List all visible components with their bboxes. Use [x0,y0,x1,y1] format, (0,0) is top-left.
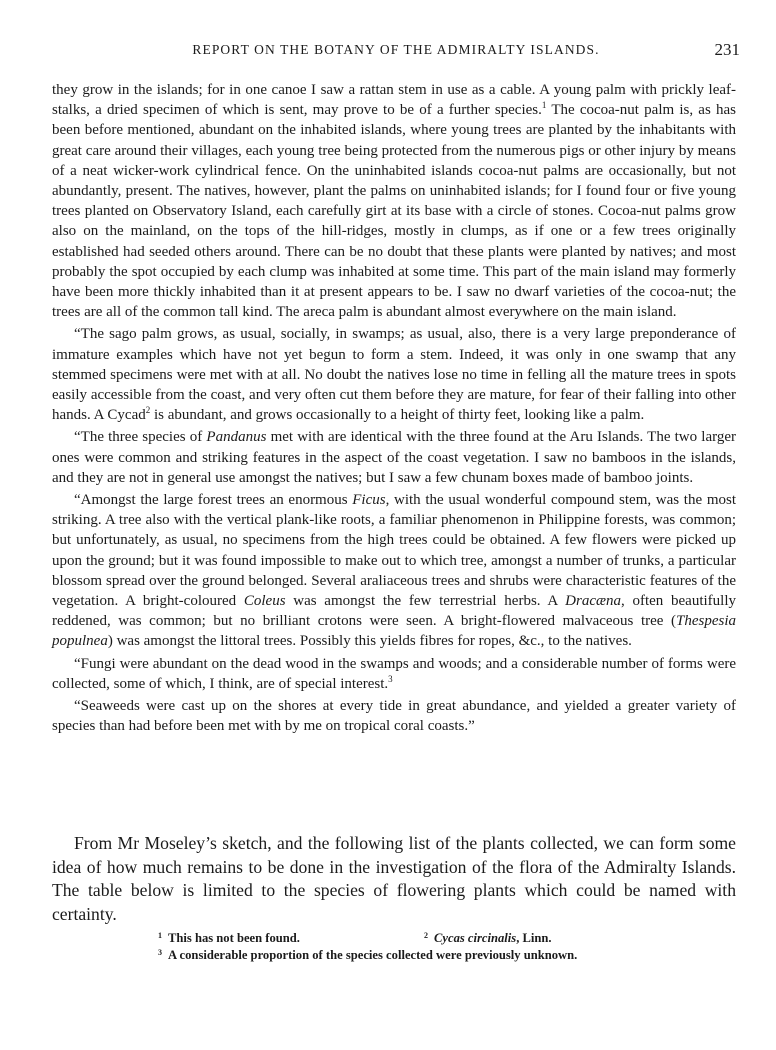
text-run: they grow in the islands; for in one canoe I saw a rattan stem in use as a cable. A young palm with prickly leaf-stalks, a dried specimen of which is sent, may prove to be of a further species. [52,82,736,119]
running-title: REPORT ON THE BOTANY OF THE ADMIRALTY ISLANDS. [192,42,600,57]
text-run: “Amongst the large forest trees an enormous [74,492,353,509]
footnote-text: , Linn. [516,931,552,945]
closing-paragraph: From Mr Moseley’s sketch, and the following list of the plants collected, we can form some idea of how much remains to be done in the investigation of the flora of the Admiralty Islands. The table below is limited to the species of flowering plants which could be named with certainty. [52,833,736,924]
italic-term: Pandanus [206,429,267,446]
text-run: met with are identical with the three found at the Aru Islands. The two larger ones were common and striking features in the aspect of the coast vegetation. I saw no bamboos in the islands, and they are not in general use amongst the natives; but I saw a few chunam boxes made of bamboo joints. [52,429,736,486]
footnote-3 [158,948,577,962]
paragraph-2 [52,324,736,425]
italic-term: Ficus [352,492,386,509]
body-text [52,80,736,737]
text-run: , with the usual wonderful compound stem, was the most striking. A tree also with the vertical plank-like roots, a familiar phenomenon in Philippine forests, was common; but unfortunately, as usual, no specimens from the high trees could be obtained. A few flowers were picked up upon the ground; but it was found impossible to make out to which tree, amongst a number of trunks, a particular blossom spread over the ground belonged. Several araliaceous trees and shrubs were characteristic features of the vegetation. A bright-coloured [52,492,736,610]
footnote-marker-3: 3 [388,673,393,684]
italic-term: Thespesia populnea [52,613,736,650]
text-run: ) was amongst the littoral trees. Possibly this yields fibres for ropes, &c., to the natives. [107,633,632,650]
footnote-row [158,930,718,947]
footnote-1 [158,931,300,945]
text-run: “Fungi were abundant on the dead wood in the swamps and woods; and a considerable number of forms were collected, some of which, I think, are of special interest. [52,655,736,692]
footnote-text: This has not been found. [168,931,300,945]
text-run: was amongst the few terrestrial herbs. A [285,593,566,610]
footnote-italic: Cycas circinalis [434,931,517,945]
footnote-2 [424,930,552,947]
running-header [52,42,740,64]
footnote-text: A considerable proportion of the species collected were previously unknown. [168,948,578,962]
footnote-marker-1: 1 [541,100,547,111]
footnote-row [158,947,718,964]
paragraph-5 [52,654,736,694]
footnote-mark: 1 [158,931,162,940]
closing-paragraph-block [52,832,736,926]
footnotes [158,930,718,964]
text-run: is abundant, and grows occasionally to a height of thirty feet, looking like a palm. [150,407,645,424]
text-run: , often beautifully reddened, was common; but no brilliant crotons were seen. A bright-flowered malvaceous tree ( [52,593,736,630]
paragraph-3 [52,427,736,488]
text-run: “The sago palm grows, as usual, socially, in swamps; as usual, also, there is a very large preponderance of immature examples which have not yet begun to form a stem. Indeed, it was only in one swamp that any stemmed specimens were met with at all. No doubt the natives lose no time in felling all the mature trees in spots easily accessible from the coast, and very often cut them before they are mature, for fear of their falling into other hands. A Cycad [52,326,736,424]
paragraph-6 [52,696,736,736]
page-number: 231 [714,40,740,59]
italic-term: Dracæna [565,593,621,610]
text-run: The cocoa-nut palm is, as has been before mentioned, abundant on the inhabited islands, where young trees are planted by the inhabitants with great care around their villages, each young tree being protected from the numerous pigs or other injury by means of a neat wicker-work cylindrical fence. On the uninhabited islands cocoa-nut palms are occasionally, but not abundantly, present. The natives, however, plant the palms on uninhabited islands; for I found four or five young trees planted on Observatory Island, each carefully girt at its base with a circle of stones. Cocoa-nut palms grow also on the mainland, on the tops of the hill-ridges, mostly in clumps, as if one or a few trees originally established had seeded others around. There can be no doubt that these plants were planted by natives; and most probably the spot occupied by each clump was inhabited at some time. This part of the main island may formerly have been more thickly inhabited than it at present appears to be. I saw no dwarf varieties of the cocoa-nut; the trees are all of the common tall kind. The areca palm is abundant almost everywhere on the main island. [52,102,736,321]
paragraph-1 [52,80,736,322]
paragraph-4 [52,490,736,652]
text-run: “The three species of [74,429,207,446]
italic-term: Coleus [243,593,286,610]
text-run: “Seaweeds were cast up on the shores at every tide in great abundance, and yielded a greater variety of species than had before been met with by me on tropical coral coasts.” [52,698,736,735]
footnote-mark: 3 [158,948,162,957]
footnote-marker-2: 2 [145,405,151,416]
footnote-mark: 2 [424,931,428,940]
